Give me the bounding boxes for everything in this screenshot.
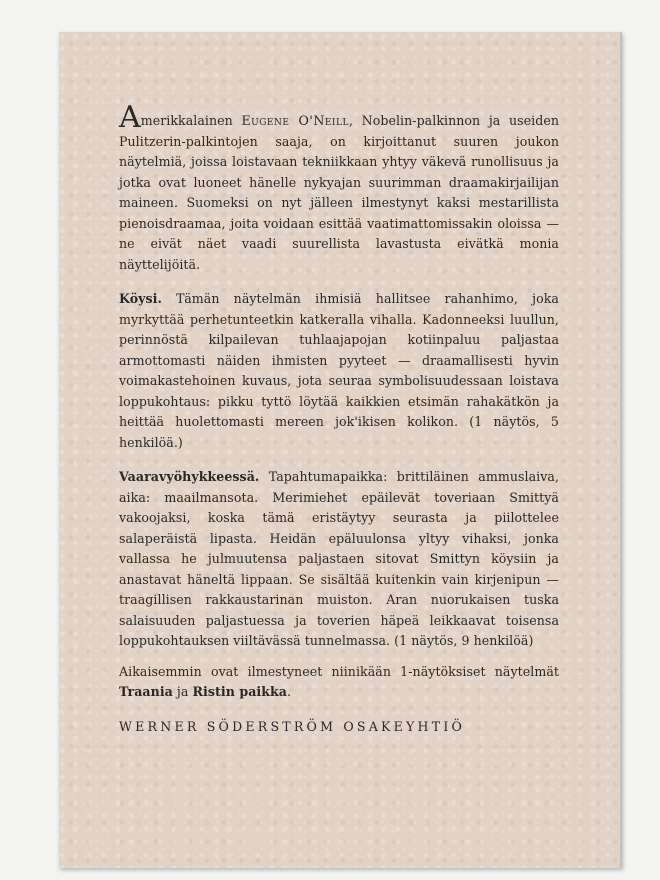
- play1-description: Tämän näytelmän ihmisiä hallitsee rahanhimo, joka myrkyttää perhetunteetkin katkeralla vihalla. Kadonneeksi luullun, perinnöstä kilpailevan tuhlaajapojan kotiinpaluu paljastaa armottomasti näiden ihmisten pyyteet — draamallisesti hyvin voimakastehoinen kuvaus, jota seuraa symbolisuudessaan loistava loppukohtaus: pikku tyttö löytää kaikkien etsimän rahakätkön ja heittää huolettomasti mereen jok'ikisen kolikon. (1 näytös, 5 henkilöä.): [119, 291, 559, 450]
- earlier-end: .: [287, 684, 292, 699]
- intro-text-start: merikkalainen: [140, 113, 242, 128]
- earlier-works-paragraph: [119, 662, 559, 703]
- play1-title: Köysi.: [119, 291, 162, 306]
- intro-paragraph: [119, 100, 560, 275]
- play2-paragraph: [119, 467, 559, 652]
- play2-title: Vaaravyöhykkeessä.: [119, 469, 260, 484]
- play1-paragraph: [119, 289, 559, 453]
- drop-cap: A: [119, 100, 141, 135]
- earlier-title-traania: Traania: [119, 684, 173, 699]
- cover-text-block: [119, 100, 560, 737]
- author-name: Eugene O'Neill: [241, 113, 349, 128]
- book-back-cover: [59, 32, 622, 868]
- earlier-works-intro: Aikaisemmin ovat ilmestyneet niinikään 1-näytöksiset näytelmät: [119, 663, 559, 679]
- publisher-name: WERNER SÖDERSTRÖM OSAKEYHTIÖ: [119, 718, 466, 734]
- intro-text-rest: , Nobelin-palkinnon ja useiden Pulitzerin-palkintojen saaja, on kirjoittanut suuren joukon näytelmiä, joissa loistavaan tekniikkaan yhtyy väkevä runollisuus ja jotka ovat luoneet hänelle nykyajan suurimman draamakirjailijan maineen. Suomeksi on nyt jälleen ilmestynyt kaksi mestarillista pienoisdraamaa, joita voidaan esittää vaatimattomissakin oloissa — ne eivät näet vaadi suurellista lavastusta eivätkä monia näyttelijöitä.: [119, 113, 560, 272]
- earlier-title-ristin-paikka: Ristin paikka: [192, 684, 287, 699]
- earlier-connector: ja: [172, 684, 193, 699]
- play2-description: Tapahtumapaikka: brittiläinen ammuslaiva, aika: maailmansota. Merimiehet epäilevät toveriaan Smittyä vakoojaksi, koska tämä eristäytyy seurasta ja piilottelee salaperäistä lipasta. Heidän epäluulonsa yltyy vihaksi, jonka vallassa he julmuutensa paljastaen sitovat Smittyn köysiin ja anastavat häneltä lippaan. Se sisältää kuitenkin vain kirjenipun — traagillisen rakkaustarinan muiston. Aran nuorukaisen tuska salaisuuden paljastuessa ja toverien häpeä leikkaavat toisensa loppukohtauksen viiltävässä tunnelmassa. (1 näytös, 9 henkilöä): [119, 469, 559, 648]
